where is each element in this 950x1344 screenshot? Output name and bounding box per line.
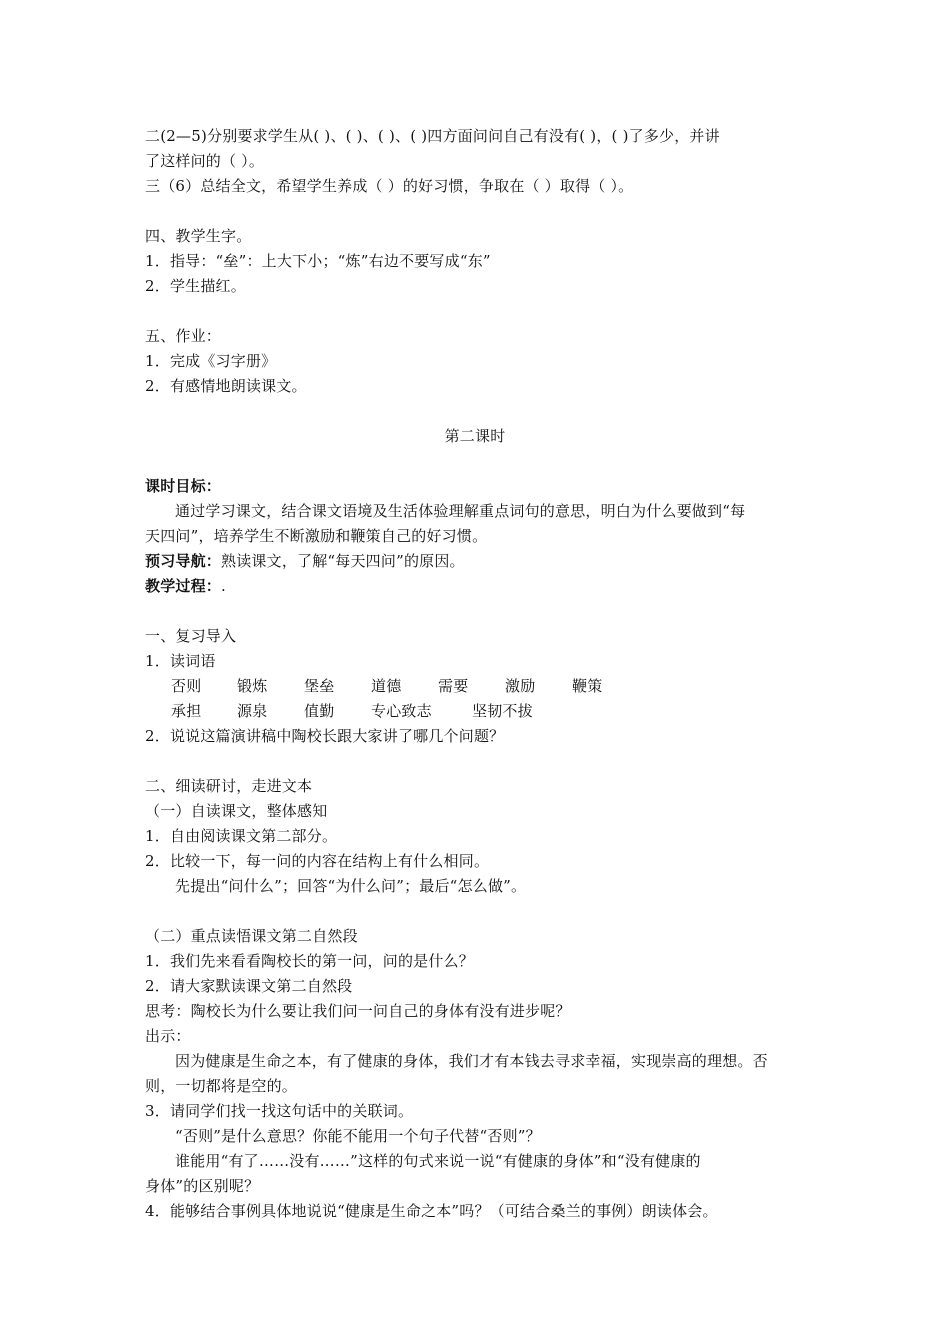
vocab-word: 专心致志 xyxy=(371,702,432,720)
list-item: 2．有感情地朗读课文。 xyxy=(145,377,307,395)
show-label: 出示： xyxy=(145,1027,191,1045)
question-line: “否则”是什么意思？你能不能用一个句子代替“否则”？ xyxy=(175,1127,541,1145)
section-heading: 四、教学生字。 xyxy=(145,227,252,245)
paragraph-line: 二(2—5)分别要求学生从( )、( )、( )、( )四方面问问自己有没有( )，( )了多少，并讲 xyxy=(145,127,720,145)
quote-line: 则，一切都将是空的。 xyxy=(145,1077,298,1095)
section-heading: 一、复习导入 xyxy=(145,627,237,645)
paragraph-line: 三（6）总结全文，希望学生养成（ ）的好习惯，争取在（ ）取得（ ）。 xyxy=(145,177,634,195)
word-row xyxy=(0,676,950,696)
paragraph-line: 了这样问的（ ）。 xyxy=(145,152,265,170)
list-item: 1．自由阅读课文第二部分。 xyxy=(145,827,338,845)
paragraph-line: 天四问”，培养学生不断激励和鞭策自己的好习惯。 xyxy=(145,527,488,545)
list-item: 2．学生描红。 xyxy=(145,277,246,295)
preview-label: 预习导航： xyxy=(145,552,222,570)
vocab-word: 源泉 xyxy=(237,702,268,720)
vocab-word: 激励 xyxy=(505,677,536,695)
list-item: 2．说说这篇演讲稿中陶校长跟大家讲了哪几个问题？ xyxy=(145,727,505,745)
vocab-word: 堡垒 xyxy=(304,677,335,695)
vocab-word: 值勤 xyxy=(304,702,335,720)
process-label: 教学过程： xyxy=(145,577,222,595)
section-heading: 五、作业： xyxy=(145,327,222,345)
vocab-word: 承担 xyxy=(171,702,202,720)
list-item: 3．请同学们找一找这句话中的关联词。 xyxy=(145,1102,414,1120)
vocab-word: 道德 xyxy=(371,677,402,695)
goal-label: 课时目标： xyxy=(145,477,222,495)
vocab-word: 否则 xyxy=(171,677,202,695)
list-item: 2．比较一下，每一问的内容在结构上有什么相同。 xyxy=(145,852,490,870)
preview-line xyxy=(145,551,465,571)
vocab-word: 锻炼 xyxy=(237,677,268,695)
think-line: 思考：陶校长为什么要让我们问一问自己的身体有没有进步呢？ xyxy=(145,1002,571,1020)
question-line: 身体”的区别呢？ xyxy=(145,1177,260,1195)
vocab-word: 坚韧不拔 xyxy=(472,702,533,720)
section-heading: 二、细读研讨，走进文本 xyxy=(145,777,313,795)
preview-text: 熟读课文，了解“每天四问”的原因。 xyxy=(221,552,465,570)
paragraph-line: 通过学习课文，结合课文语境及生活体验理解重点词句的意思，明白为什么要做到“每 xyxy=(175,502,746,520)
sub-heading: （二）重点读悟课文第二自然段 xyxy=(145,927,358,945)
sub-heading: （一）自读课文，整体感知 xyxy=(145,802,328,820)
process-text: . xyxy=(221,577,226,595)
word-row xyxy=(0,701,950,721)
vocab-word: 鞭策 xyxy=(572,677,603,695)
quote-line: 因为健康是生命之本，有了健康的身体，我们才有本钱去寻求幸福，实现崇高的理想。否 xyxy=(175,1052,768,1070)
list-item: 2．请大家默读课文第二自然段 xyxy=(145,977,353,995)
vocab-word: 需要 xyxy=(438,677,469,695)
question-line: 谁能用“有了……没有……”这样的句式来说一说“有健康的身体”和“没有健康的 xyxy=(175,1152,701,1170)
lesson-title: 第二课时 xyxy=(444,427,506,445)
answer-line: 先提出“问什么”；回答“为什么问”；最后“怎么做”。 xyxy=(175,877,527,895)
list-item: 1．我们先来看看陶校长的第一问，问的是什么？ xyxy=(145,952,474,970)
list-item: 1．指导：“垒”：上大下小；“炼”右边不要写成“东” xyxy=(145,252,491,270)
list-item: 1．读词语 xyxy=(145,652,216,670)
list-item: 4．能够结合事例具体地说说“健康是生命之本”吗？（可结合桑兰的事例）朗读体会。 xyxy=(145,1202,718,1220)
list-item: 1．完成《习字册》 xyxy=(145,352,277,370)
process-line xyxy=(145,576,226,596)
